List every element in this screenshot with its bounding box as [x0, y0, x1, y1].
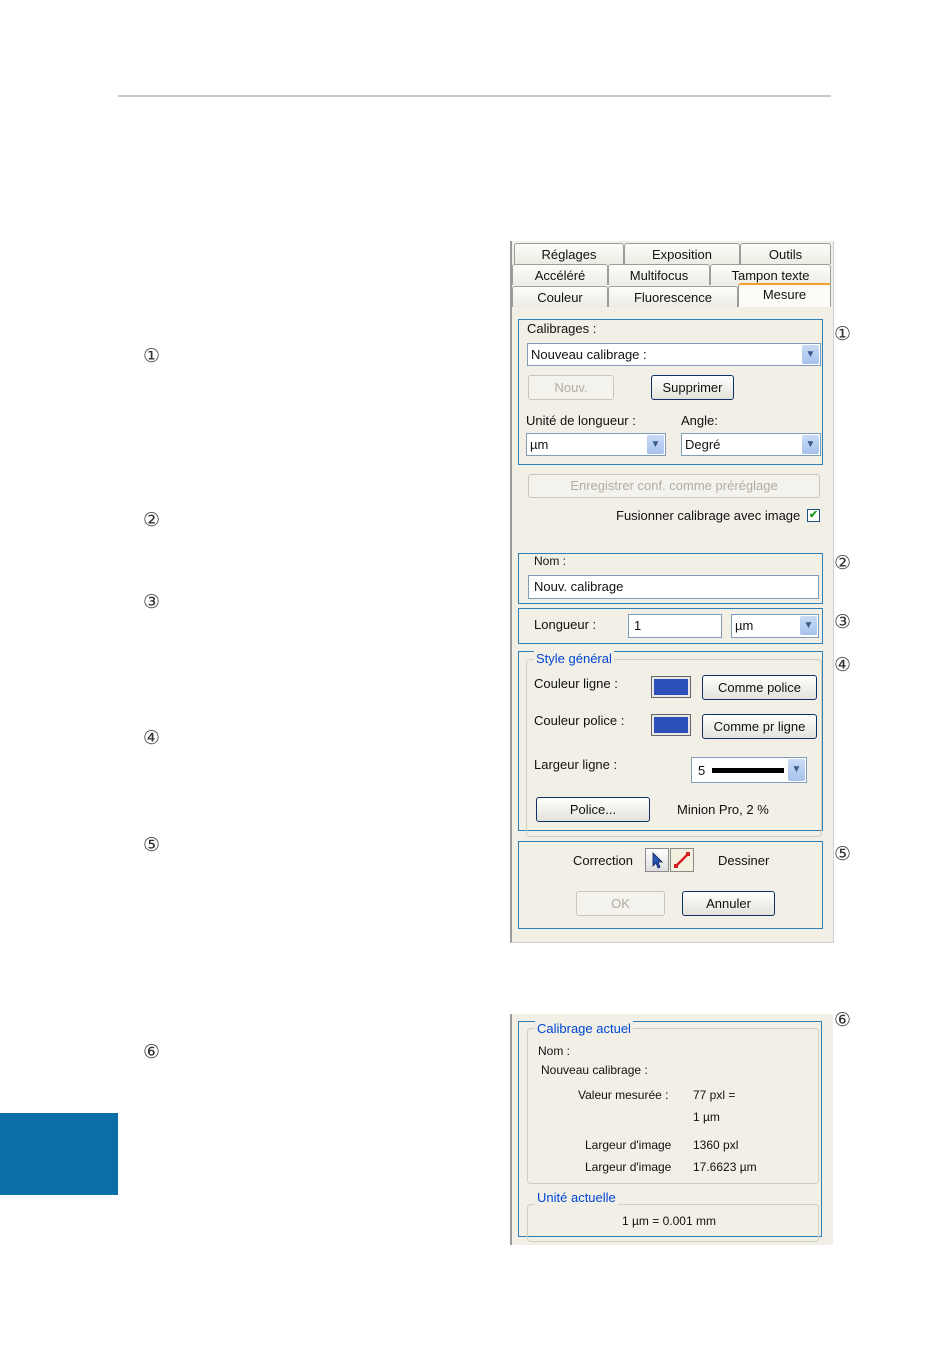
chevron-down-icon: ▼ — [802, 345, 819, 364]
image-width-label-1: Largeur d'image — [585, 1138, 672, 1152]
right-marker-1: ① — [834, 323, 852, 345]
tab-reglages[interactable]: Réglages — [514, 243, 624, 264]
tab-exposition[interactable]: Exposition — [624, 243, 740, 264]
delete-button[interactable]: Supprimer — [651, 375, 734, 400]
line-color-label: Couleur ligne : — [534, 676, 618, 691]
arrow-cursor-icon — [646, 849, 668, 871]
calibration-select[interactable] — [527, 343, 821, 366]
cancel-button[interactable]: Annuler — [682, 891, 775, 916]
font-color-label: Couleur police : — [534, 713, 625, 728]
right-marker-6: ⑥ — [834, 1009, 852, 1031]
angle-select[interactable] — [681, 433, 821, 456]
calibrages-label: Calibrages : — [527, 321, 597, 336]
current-calibration-group — [527, 1028, 819, 1184]
right-marker-4: ④ — [834, 654, 852, 676]
correction-tool[interactable] — [645, 848, 669, 872]
merge-checkbox[interactable]: ✔ — [808, 509, 819, 521]
measured-value-2: 1 µm — [693, 1110, 720, 1124]
left-marker-1: ① — [143, 345, 161, 367]
calibration-select-value: Nouveau calibrage : — [531, 347, 647, 362]
measure-line-icon — [671, 849, 693, 871]
current-name-value: Nouveau calibrage : — [541, 1063, 648, 1077]
unit-select[interactable] — [526, 433, 666, 456]
font-info: Minion Pro, 2 % — [677, 802, 769, 817]
image-width-label-2: Largeur d'image — [585, 1160, 672, 1174]
left-marker-5: ⑤ — [143, 834, 161, 856]
current-name-label: Nom : — [538, 1044, 571, 1058]
ok-button[interactable]: OK — [576, 891, 665, 916]
current-unit-value: 1 µm = 0.001 mm — [622, 1214, 716, 1228]
chevron-down-icon: ▼ — [647, 435, 664, 454]
angle-select-value: Degré — [685, 437, 721, 452]
font-button[interactable]: Police... — [536, 797, 650, 822]
style-legend: Style général — [536, 651, 612, 666]
unit-select-value: µm — [530, 437, 549, 452]
name-label: Nom : — [534, 554, 567, 568]
as-font-button[interactable]: Comme police — [702, 675, 817, 700]
tab-fluorescence[interactable]: Fluorescence — [608, 286, 738, 307]
line-width-value: 5 — [698, 763, 706, 778]
chapter-tab-block — [0, 1113, 118, 1195]
right-marker-2: ② — [834, 552, 852, 574]
unit-label: Unité de longueur : — [526, 413, 636, 428]
new-button[interactable]: Nouv. — [528, 375, 614, 400]
measured-value-1: 77 pxl = — [693, 1088, 736, 1102]
line-sample — [712, 768, 784, 773]
length-input[interactable]: 1 — [628, 614, 722, 638]
current-unit-legend: Unité actuelle — [537, 1190, 616, 1205]
as-line-button[interactable]: Comme pr ligne — [702, 714, 817, 739]
measured-label: Valeur mesurée : — [578, 1088, 669, 1102]
length-unit-value: µm — [735, 618, 754, 633]
length-label: Longueur : — [534, 617, 597, 632]
chevron-down-icon: ▼ — [802, 435, 819, 454]
tab-mesure[interactable]: Mesure — [738, 283, 831, 307]
tab-tampon-texte[interactable]: Tampon texte — [710, 264, 831, 285]
current-calibration-panel — [510, 1014, 833, 1245]
chevron-down-icon: ▼ — [788, 759, 805, 781]
correction-label: Correction — [573, 853, 633, 868]
left-marker-6: ⑥ — [143, 1041, 161, 1063]
line-width-label: Largeur ligne : — [534, 757, 618, 772]
tab-multifocus[interactable]: Multifocus — [608, 264, 710, 285]
left-marker-3: ③ — [143, 591, 161, 613]
tab-outils[interactable]: Outils — [740, 243, 831, 264]
right-marker-5: ⑤ — [834, 843, 852, 865]
name-input[interactable]: Nouv. calibrage — [528, 575, 819, 599]
line-width-select[interactable] — [691, 757, 807, 783]
measure-panel — [510, 241, 834, 943]
chevron-down-icon: ▼ — [800, 616, 817, 635]
font-color-swatch[interactable] — [651, 714, 691, 736]
line-color-swatch[interactable] — [651, 676, 691, 698]
save-preset-button[interactable]: Enregistrer conf. comme préréglage — [528, 474, 820, 498]
header-rule — [118, 95, 831, 97]
merge-label: Fusionner calibrage avec image — [616, 508, 801, 523]
current-calibration-legend: Calibrage actuel — [537, 1021, 631, 1036]
tab-accelere[interactable]: Accéléré — [512, 264, 608, 285]
tab-couleur[interactable]: Couleur — [512, 286, 608, 307]
draw-tool[interactable] — [670, 848, 694, 872]
angle-label: Angle: — [681, 413, 718, 428]
right-marker-3: ③ — [834, 611, 852, 633]
image-width-value-2: 17.6623 µm — [693, 1160, 757, 1174]
image-width-value-1: 1360 pxl — [693, 1138, 739, 1152]
draw-label: Dessiner — [718, 853, 770, 868]
left-marker-4: ④ — [143, 727, 161, 749]
length-unit-select[interactable] — [731, 614, 819, 638]
left-marker-2: ② — [143, 509, 161, 531]
